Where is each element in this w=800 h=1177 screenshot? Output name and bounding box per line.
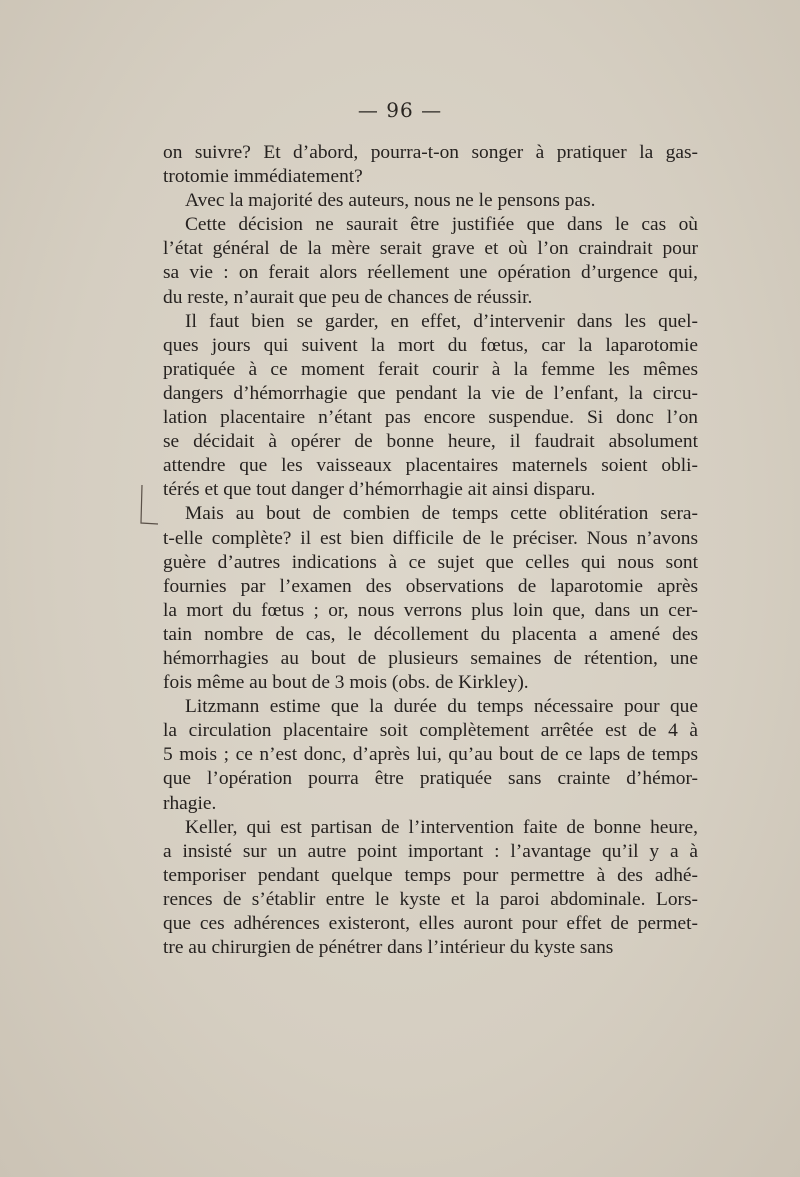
body-text [163, 141, 698, 960]
text-line: Il faut bien se garder, en effet, d’intervenir dans les quel- [185, 310, 698, 332]
text-line: 5 mois ; ce n’est donc, d’après lui, qu’au bout de ce laps de temps [163, 744, 698, 766]
text-line: que l’opération pourra être pratiquée sans crainte d’hémor- [163, 768, 698, 790]
margin-pencil-mark [130, 483, 160, 533]
text-line: térés et que tout danger d’hémorrhagie ait ainsi disparu. [163, 479, 596, 501]
text-line: guère d’autres indications à ce sujet que celles qui nous sont [163, 551, 698, 573]
text-line: lation placentaire n’étant pas encore suspendue. Si donc l’on [163, 407, 698, 429]
text-line: trotomie immédiatement? [163, 166, 363, 188]
text-line: a insisté sur un autre point important : l’avantage qu’il y a à [163, 840, 698, 862]
text-line: on suivre? Et d’abord, pourra-t-on songer à pratiquer la gas- [163, 142, 698, 163]
text-line: Avec la majorité des auteurs, nous ne le pensons pas. [185, 190, 596, 212]
text-line: ques jours qui suivent la mort du fœtus, car la laparotomie [163, 334, 698, 356]
text-line: rences de s’établir entre le kyste et la paroi abdominale. Lors- [163, 888, 698, 910]
text-line: tain nombre de cas, le décollement du placenta a amené des [163, 623, 698, 645]
text-line: tre au chirurgien de pénétrer dans l’intérieur du kyste sans [163, 937, 614, 959]
text-line: pratiquée à ce moment ferait courir à la femme les mêmes [163, 358, 698, 380]
text-line: se décidait à opérer de bonne heure, il faudrait absolument [163, 431, 698, 453]
text-line: la circulation placentaire soit complètement arrêtée est de 4 à [163, 720, 698, 742]
text-line: que ces adhérences existeront, elles auront pour effet de permet- [163, 913, 698, 934]
page-number: — 96 — [357, 98, 443, 122]
text-line: Cette décision ne saurait être justifiée que dans le cas où [185, 214, 698, 236]
text-line: Mais au bout de combien de temps cette oblitération sera- [185, 503, 698, 525]
text-line: sa vie : on ferait alors réellement une opération d’urgence qui, [163, 262, 698, 284]
text-line: Litzmann estime que la durée du temps nécessaire pour que [185, 696, 698, 718]
text-line: l’état général de la mère serait grave et où l’on craindrait pour [163, 238, 698, 260]
text-line: fois même au bout de 3 mois (obs. de Kirkley). [163, 672, 529, 694]
text-line: du reste, n’aurait que peu de chances de réussir. [163, 286, 533, 308]
text-line: t-elle complète? il est bien difficile de le préciser. Nous n’avons [163, 527, 698, 549]
text-line: la mort du fœtus ; or, nous verrons plus loin que, dans un cer- [163, 599, 698, 621]
text-line: fournies par l’examen des observations de laparotomie après [163, 575, 698, 597]
text-line: rhagie. [163, 792, 217, 814]
text-line: attendre que les vaisseaux placentaires maternels soient obli- [163, 455, 698, 477]
text-line: temporiser pendant quelque temps pour permettre à des adhé- [163, 864, 698, 886]
text-line: Keller, qui est partisan de l’intervention faite de bonne heure, [185, 816, 698, 838]
text-line: hémorrhagies au bout de plusieurs semaines de rétention, une [163, 647, 698, 669]
text-line: dangers d’hémorrhagie que pendant la vie de l’enfant, la circu- [163, 382, 698, 404]
